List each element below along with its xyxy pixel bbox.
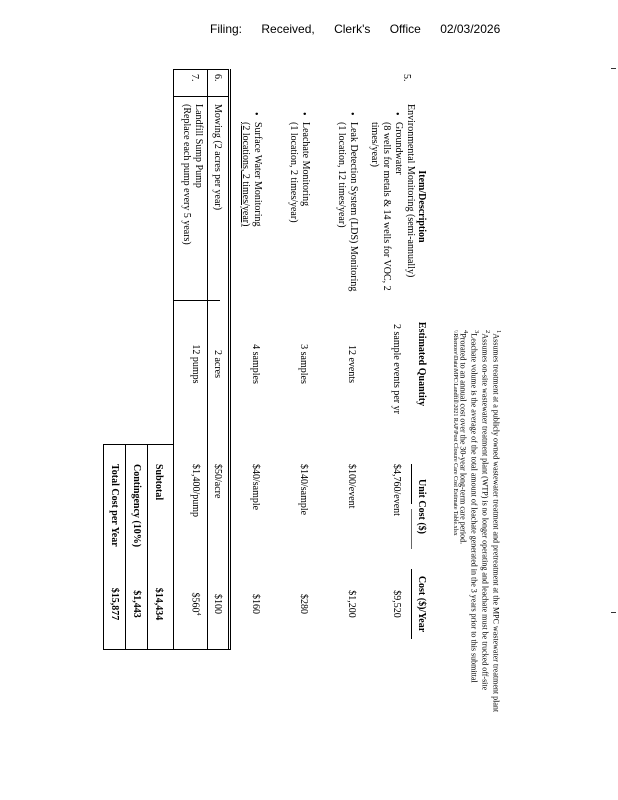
unit-cost-cell: $40/sample (250, 464, 261, 511)
row-rule (147, 444, 148, 649)
bullet-icon: • (250, 112, 261, 116)
quantity-cell: 3 samples (298, 344, 309, 384)
row-rule (230, 69, 231, 649)
filing-stamp (210, 22, 510, 36)
footnote-number: 4 (462, 330, 469, 334)
header-item: Item/Description (416, 170, 427, 243)
footnote-text: Leachate volume is the average of the total amount of leachate generated in the 3 years prior to this submittal (469, 333, 479, 683)
item-line: (2 locations, 2 times/year) (240, 122, 251, 227)
cost-cell (189, 569, 201, 639)
table-border (173, 300, 220, 301)
quantity-cell: 4 samples (250, 344, 261, 384)
item-line: (1 location, 2 times/year) (288, 122, 299, 223)
row-rule (228, 69, 229, 649)
footnote-3 (468, 330, 480, 683)
item-line: Leachate Monitoring (300, 122, 311, 207)
unit-cost-cell: $140/sample (298, 464, 309, 516)
cost-cell: $9,520 (391, 590, 402, 618)
unit-cost-cell: $4,760/event (391, 464, 402, 516)
filing-label: Filing: (210, 22, 243, 36)
total-label: Total Cost per Year (109, 464, 120, 547)
item-line: Surface Water Monitoring (252, 122, 263, 227)
item-line: (8 wells for metals & 14 wells for VOC, 2 (381, 122, 392, 291)
filing-clerks: Clerk's (334, 22, 371, 36)
filing-office: Office (389, 22, 421, 36)
quantity-cell: 12 pumps (190, 344, 201, 384)
cost-cell: $1,200 (346, 590, 357, 618)
quantity-cell: 2 sample events per yr (391, 324, 402, 414)
footnote-text: Assumes treatment at a publicly owned wastewater treatment and pretreatment at the MPC wastewater treatment plant (491, 333, 501, 713)
item-number: 7. (189, 74, 200, 82)
page-edge-mark (611, 68, 616, 69)
row-rule (173, 69, 174, 649)
footnote-text: Assumes on-site wastewater treatment plant (WTP) is no longer operating and leachate must be trucked off-site (480, 333, 490, 691)
table-border (173, 96, 228, 97)
footnote-4 (457, 330, 469, 544)
cost-cell: $100 (212, 594, 223, 614)
unit-cost-cell: $1,400/pump (190, 464, 201, 518)
item-line: Landfill Sump Pump (193, 104, 204, 188)
unit-cost-cell: $100/event (346, 464, 357, 509)
contingency-value: $1,443 (131, 590, 142, 618)
row-rule (207, 69, 208, 649)
footnote-ref: 4 (195, 612, 201, 616)
subtotal-value: $14,434 (153, 587, 164, 621)
item-line: Leak Detection System (LDS) Monitoring (348, 122, 359, 292)
total-value: $15,877 (109, 587, 120, 621)
table-border (103, 444, 174, 445)
quantity-cell: 2 acres (212, 349, 223, 379)
cost-cell: $280 (298, 594, 309, 614)
quantity-cell: 12 events (346, 344, 357, 384)
item-number: 6. (212, 74, 223, 82)
bullet-icon: • (346, 112, 357, 116)
filing-received: Received, (261, 22, 315, 36)
subtotal-label: Subtotal (153, 464, 164, 501)
file-path: \\Rhenosv\Data\MPC\Landfill\2021 RAP\Post Closure Care Cost Estimate Table.xlsx (452, 330, 458, 536)
row-rule (125, 444, 126, 649)
filing-date: 02/03/2026 (440, 22, 501, 36)
contingency-label: Contingency (10%) (131, 464, 142, 548)
item-line: (Replace each pump every 5 years) (181, 104, 192, 245)
footnote-number: 2 (484, 330, 491, 334)
footnote-2 (479, 330, 491, 690)
item-line: times/year) (369, 122, 380, 167)
item-line: Groundwater (393, 122, 404, 175)
row-rule (103, 444, 104, 649)
header-quantity: Estimated Quantity (416, 321, 427, 407)
item-title: Environmental Monitoring (semi-annually) (405, 104, 416, 278)
header-unit-cost: Unit Cost ($) (416, 479, 427, 534)
item-line: Mowing (2 acres per year) (212, 104, 223, 211)
cost-value: $560 (189, 592, 201, 613)
bullet-icon: • (298, 112, 309, 116)
item-number: 5. (401, 74, 412, 82)
table-border (173, 69, 228, 70)
table-border (103, 649, 231, 650)
item-line: (1 location, 12 times/year) (336, 122, 347, 228)
bullet-icon: • (391, 112, 402, 116)
footnote-text: Prorated to an annual cost over the 30-year long-term care period. (458, 333, 468, 545)
unit-cost-cell: $50/acre (212, 464, 223, 499)
page-edge-mark (611, 612, 616, 613)
footnote-number: 1 (495, 330, 502, 334)
footnotes (404, 330, 504, 790)
header-cost-year: Cost ($)/Year (416, 575, 427, 633)
cost-cell: $160 (250, 594, 261, 614)
footnote-1 (490, 330, 502, 712)
footnote-number: 3 (473, 330, 480, 334)
